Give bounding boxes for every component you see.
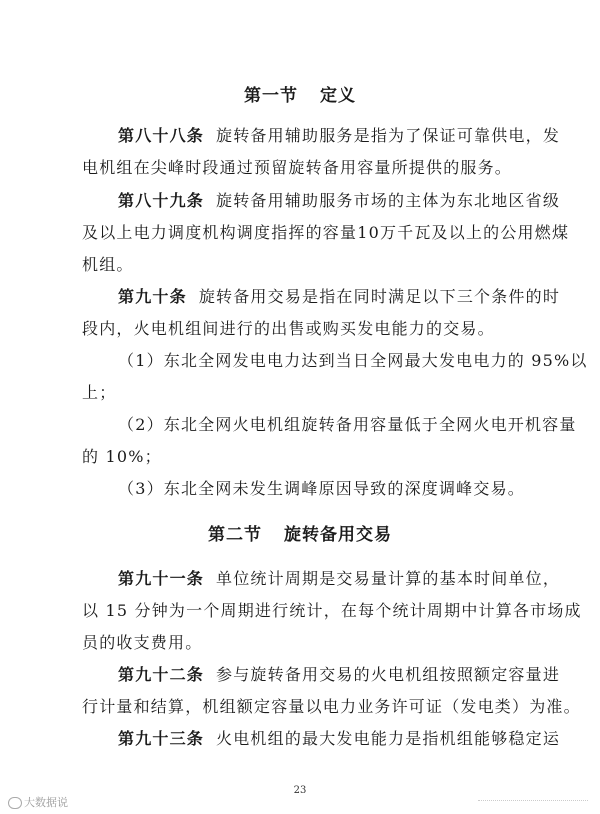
article-text: 旋转备用辅助服务市场的主体为东北地区省级 xyxy=(216,191,561,210)
watermark-icon xyxy=(8,797,22,809)
condition-3-line-1: （3）东北全网未发生调峰原因导致的深度调峰交易。 xyxy=(118,479,525,498)
article-text: 参与旋转备用交易的火电机组按照额定容量进 xyxy=(216,665,561,684)
article-text: 旋转备用交易是指在同时满足以下三个条件的时 xyxy=(198,287,561,306)
article-88-line-2: 电机组在尖峰时段通过预留旋转备用容量所提供的服务。 xyxy=(82,158,513,177)
article-89-line-3: 机组。 xyxy=(82,255,134,274)
article-text: 火电机组的最大发电能力是指机组能够稳定运 xyxy=(216,729,561,748)
article-text: 单位统计周期是交易量计算的基本时间单位， xyxy=(216,569,561,588)
article-90-line-2: 段内，火电机组间进行的出售或购买发电能力的交易。 xyxy=(82,319,495,338)
article-93-line-1 xyxy=(118,728,561,750)
article-92-line-1 xyxy=(118,664,561,686)
article-90-line-1 xyxy=(118,286,561,308)
article-number: 第九十二条 xyxy=(118,665,205,684)
article-number: 第九十条 xyxy=(118,287,187,306)
bottom-dots xyxy=(478,800,588,805)
article-91-line-1 xyxy=(118,568,561,590)
condition-2-line-2: 的 10%； xyxy=(82,447,162,466)
article-91-line-3: 员的收支费用。 xyxy=(82,633,203,652)
condition-1-line-1: （1）东北全网发电电力达到当日全网最大发电电力的 95%以 xyxy=(118,351,588,370)
article-number: 第九十三条 xyxy=(118,729,205,748)
page-number: 23 xyxy=(293,785,307,796)
watermark xyxy=(8,794,68,810)
article-92-line-2: 行计量和结算，机组额定容量以电力业务许可证（发电类）为准。 xyxy=(82,697,581,716)
section-title: 旋转备用交易 xyxy=(284,525,392,545)
section-label: 第一节 xyxy=(244,86,298,106)
condition-1-line-2: 上； xyxy=(82,383,117,402)
article-number: 第九十一条 xyxy=(118,569,205,588)
article-number: 第八十九条 xyxy=(118,191,205,210)
article-89-line-1 xyxy=(118,190,561,212)
section-heading-2 xyxy=(0,520,600,545)
watermark-text: 大数据说 xyxy=(24,796,68,809)
section-heading-1 xyxy=(0,81,600,106)
section-title: 定义 xyxy=(320,86,356,106)
section-label: 第二节 xyxy=(208,525,262,545)
article-88-line-1 xyxy=(118,125,561,147)
article-91-line-2: 以 15 分钟为一个周期进行统计，在每个统计周期中计算各市场成 xyxy=(82,601,582,620)
article-text: 旋转备用辅助服务是指为了保证可靠供电，发 xyxy=(216,126,561,145)
article-89-line-2: 及以上电力调度机构调度指挥的容量10万千瓦及以上的公用燃煤 xyxy=(82,223,570,242)
condition-2-line-1: （2）东北全网火电机组旋转备用容量低于全网火电开机容量 xyxy=(118,415,577,434)
article-number: 第八十八条 xyxy=(118,126,205,145)
